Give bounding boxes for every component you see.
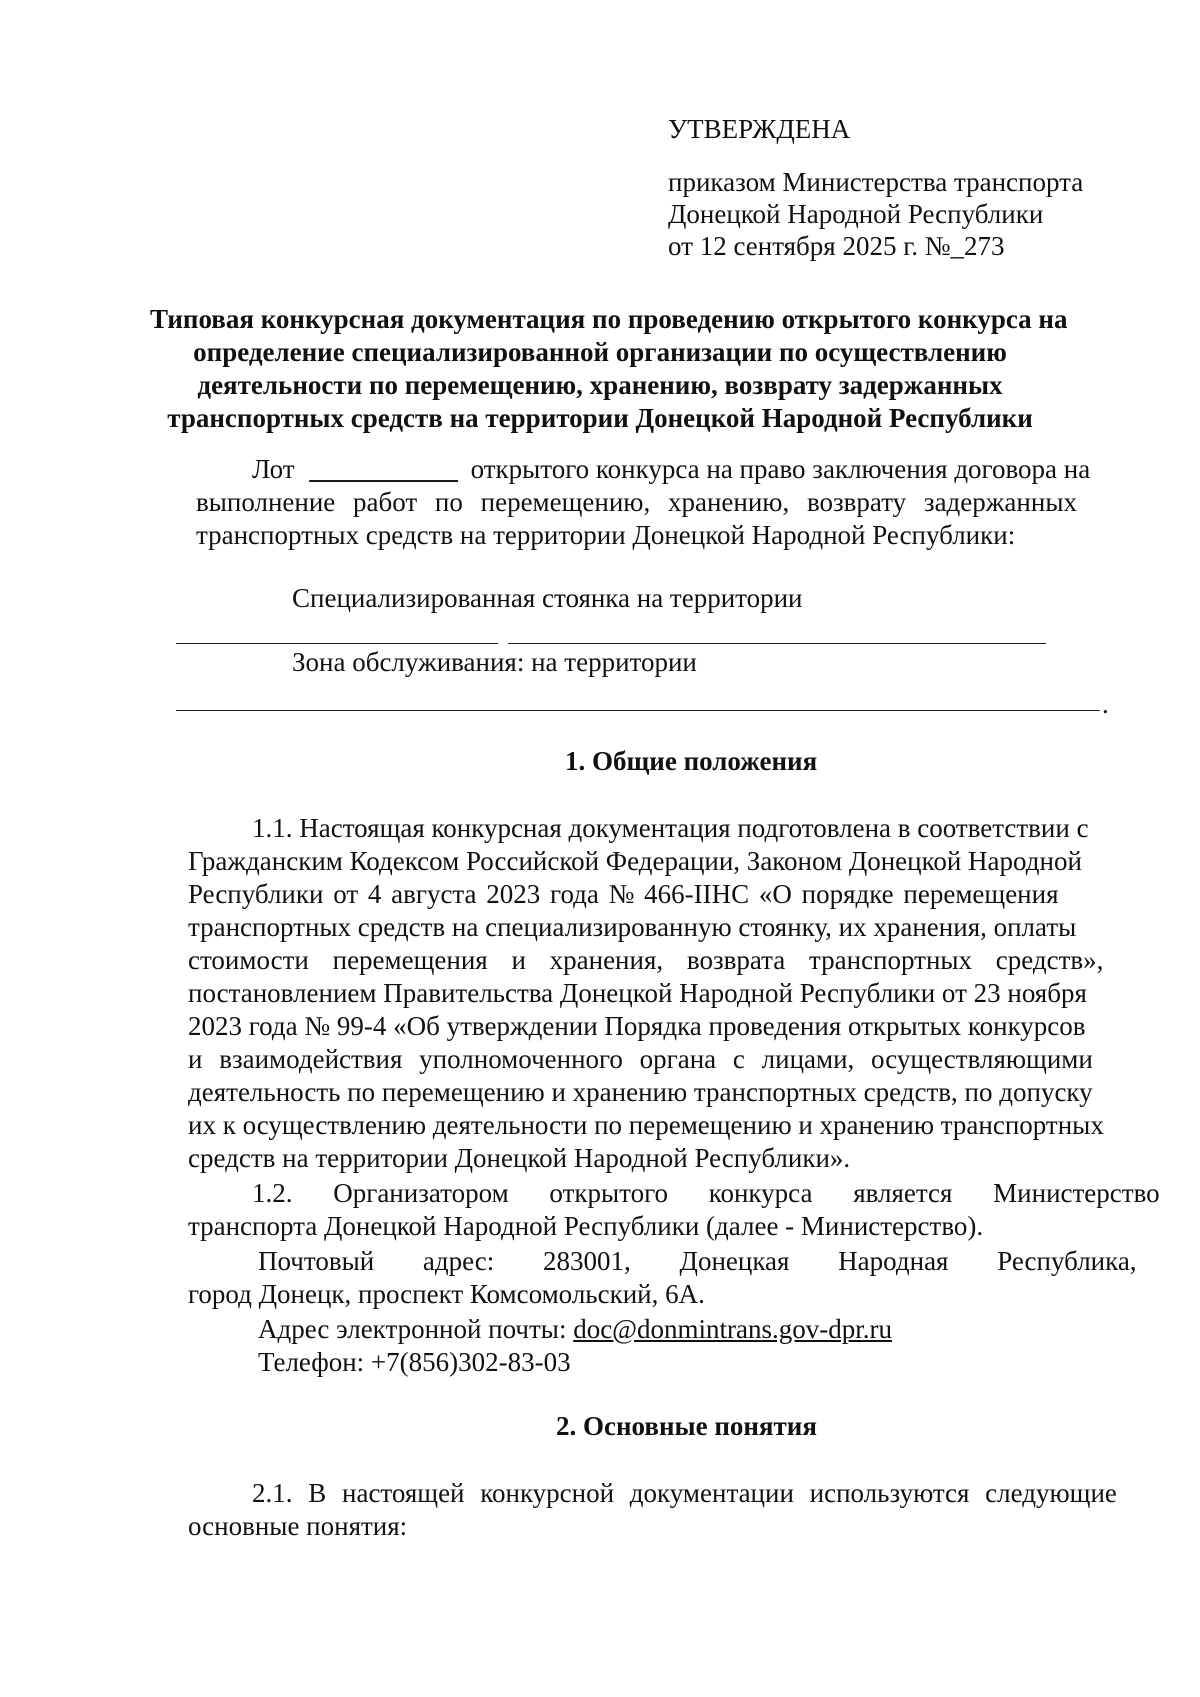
p11-line-8: и взаимодействия уполномоченного органа с лицами, осуществляющими [188,1044,1093,1074]
section-1-heading: 1. Общие положения [565,746,818,776]
lot-line-1-rest: открытого конкурса на право заключения договора на [470,454,1091,484]
document-title-line-3: деятельности по перемещению, хранению, возврату задержанных [197,370,1003,400]
parking-blank-left [176,643,498,644]
postal-line-1: Почтовый адрес: 283001, Донецкая Народная Республика, [258,1246,1137,1276]
p11-line-9: деятельность по перемещению и хранению транспортных средств, по допуску [188,1077,1093,1107]
lot-word: Лот [252,454,295,484]
p11-line-10: их к осуществлению деятельности по перемещению и хранению транспортных [188,1110,1104,1140]
p11-line-3: Республики от 4 августа 2023 года № 466-IIНС «О порядке перемещения [188,879,1059,909]
p12-line-2: транспорта Донецкой Народной Республики (далее - Министерство). [188,1211,984,1241]
parking-blank-right [508,643,1046,644]
p11-line-2: Гражданским Кодексом Российской Федерации, Законом Донецкой Народной [188,846,1082,876]
p21-line-2: основные понятия: [188,1511,408,1541]
parking-label: Специализированная стоянка на территории [292,583,803,613]
email-link[interactable]: doc@donmintrans.gov-dpr.ru [573,1314,893,1344]
lot-line-2: выполнение работ по перемещению, хранению, возврату задержанных [196,487,1077,517]
p11-line-1: 1.1. Настоящая конкурсная документация подготовлена в соответствии с [252,813,1089,843]
email-line [258,1313,892,1345]
postal-line-2: город Донецк, проспект Комсомольский, 6А. [188,1279,705,1309]
p11-line-4: транспортных средств на специализированную стоянку, их хранения, оплаты [188,912,1077,942]
email-label: Адрес электронной почты: [258,1314,574,1344]
approval-line-1: приказом Министерства транспорта [668,167,1084,197]
zone-label: Зона обслуживания: на территории [292,647,697,677]
p21-line-1: 2.1. В настоящей конкурсной документации используются следующие [252,1478,1117,1508]
p11-line-6: постановлением Правительства Донецкой Народной Республики от 23 ноября [188,978,1087,1008]
p11-line-5: стоимости перемещения и хранения, возврата транспортных средств», [188,945,1104,975]
lot-number-blank: ___________ [309,454,458,484]
phone-line: Телефон: +7(856)302-83-03 [258,1347,571,1377]
p11-line-7: 2023 года № 99-4 «Об утверждении Порядка проведения открытых конкурсов [188,1011,1086,1041]
p11-line-11: средств на территории Донецкой Народной Республики». [188,1143,851,1173]
approval-line-2: Донецкой Народной Республики [668,199,1044,229]
approval-line-3: от 12 сентября 2025 г. №_273 [668,231,1005,261]
document-title-line-4: транспортных средств на территории Донецкой Народной Республики [167,403,1033,433]
approval-heading: УТВЕРЖДЕНА [668,114,851,144]
lot-line-3: транспортных средств на территории Донецкой Народной Республики: [196,520,1016,550]
document-title-line-2: определение специализированной организации по осуществлению [193,337,1007,367]
p12-line-1: 1.2. Организатором открытого конкурса является Министерство [252,1178,1160,1208]
zone-end: . [1102,689,1109,719]
zone-blank [176,710,1100,711]
lot-line-1 [252,453,1090,485]
document-title-line-1: Типовая конкурсная документация по проведению открытого конкурса на [150,304,1068,334]
section-2-heading: 2. Основные понятия [556,1411,817,1441]
